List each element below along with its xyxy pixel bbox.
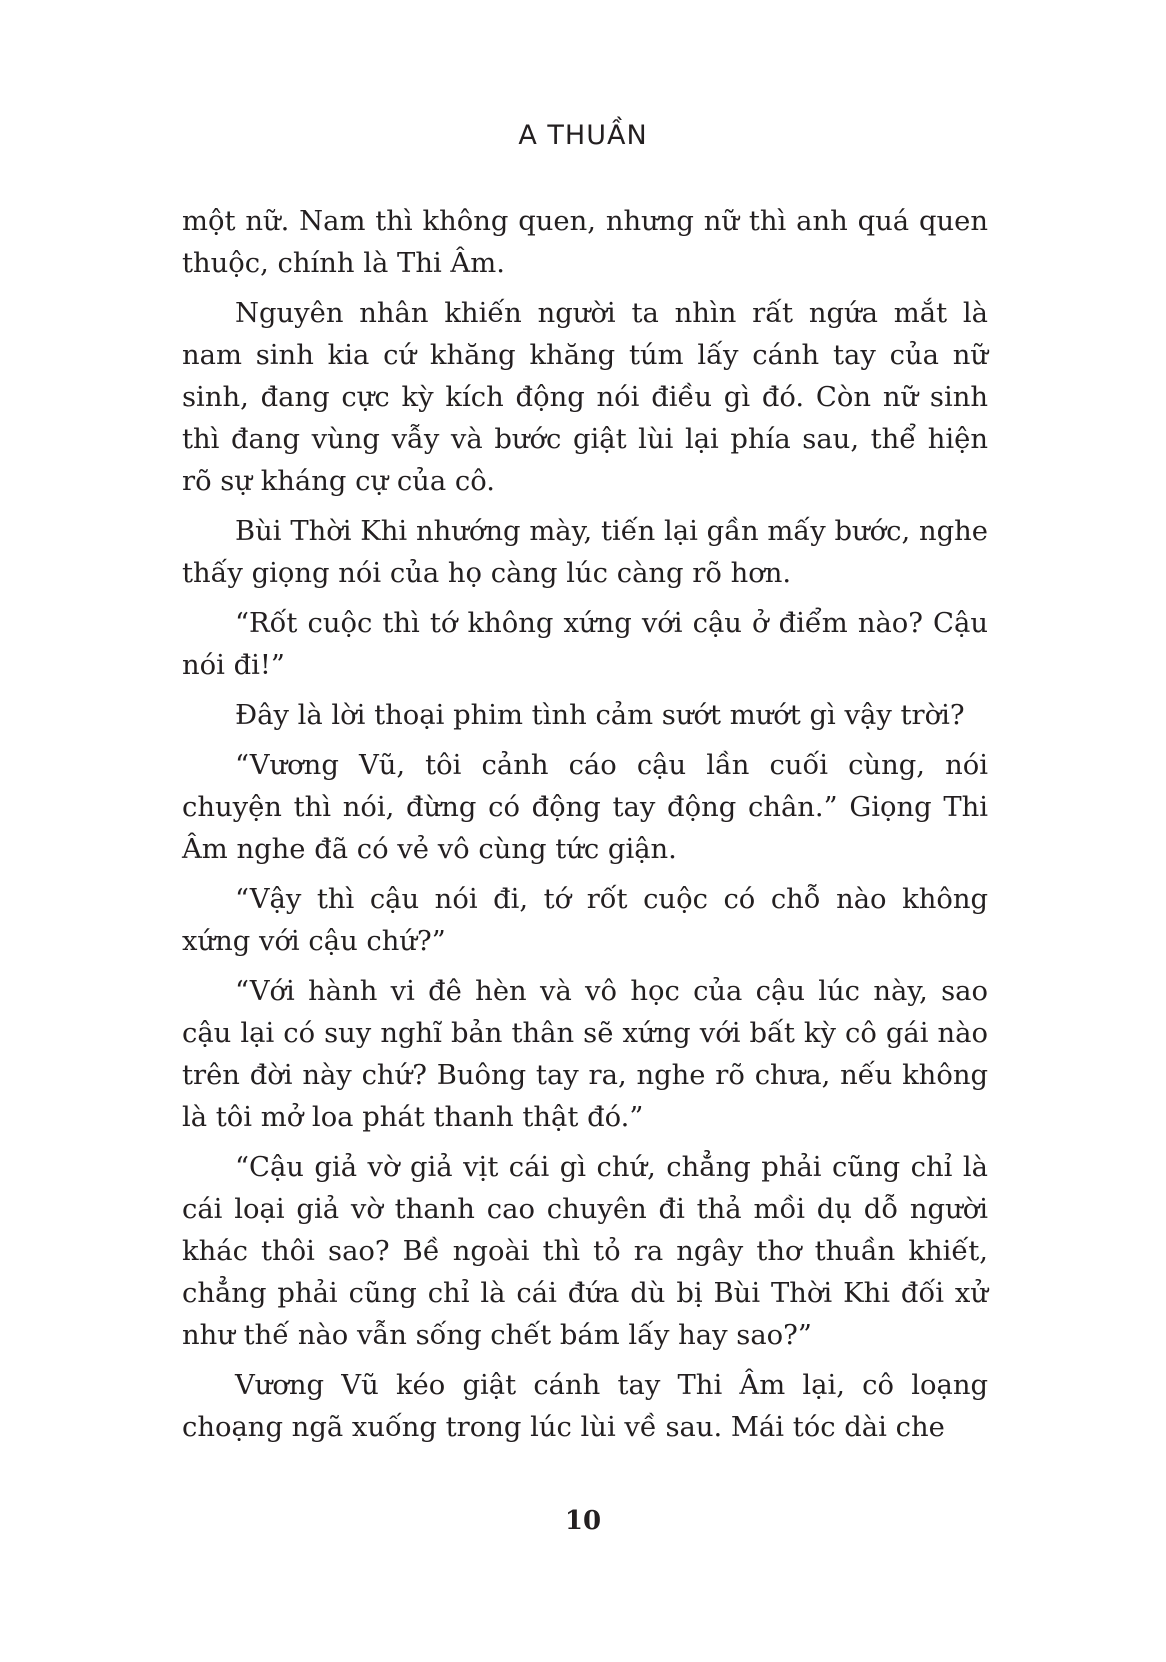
paragraph: “Vậy thì cậu nói đi, tớ rốt cuộc có chỗ nào không xứng với cậu chứ?” <box>182 884 988 957</box>
body-text <box>182 201 988 1457</box>
paragraph: Đây là lời thoại phim tình cảm sướt mướt gì vậy trời? <box>235 700 965 731</box>
paragraph: Bùi Thời Khi nhướng mày, tiến lại gần mấy bước, nghe thấy giọng nói của họ càng lúc càng rõ hơn. <box>182 516 988 589</box>
paragraph: một nữ. Nam thì không quen, nhưng nữ thì anh quá quen thuộc, chính là Thi Âm. <box>182 206 988 279</box>
paragraph: “Rốt cuộc thì tớ không xứng với cậu ở điểm nào? Cậu nói đi!” <box>182 608 988 681</box>
running-head: A THUẦN <box>518 120 648 151</box>
paragraph: Vương Vũ kéo giật cánh tay Thi Âm lại, cô loạng choạng ngã xuống trong lúc lùi về sau. Mái tóc dài che <box>182 1370 988 1443</box>
paragraph: “Với hành vi đê hèn và vô học của cậu lúc này, sao cậu lại có suy nghĩ bản thân sẽ xứng với bất kỳ cô gái nào trên đời này chứ? Buông tay ra, nghe rõ chưa, nếu không là tôi mở loa phát thanh thật đó.” <box>182 976 988 1133</box>
page-number: 10 <box>564 1506 602 1536</box>
paragraph: “Cậu giả vờ giả vịt cái gì chứ, chẳng phải cũng chỉ là cái loại giả vờ thanh cao chuyên đi thả mồi dụ dỗ người khác thôi sao? Bề ngoài thì tỏ ra ngây thơ thuần khiết, chẳng phải cũng chỉ là cái đứa dù bị Bùi Thời Khi đối xử như thế nào vẫn sống chết bám lấy hay sao?” <box>182 1152 988 1351</box>
paragraph: Nguyên nhân khiến người ta nhìn rất ngứa mắt là nam sinh kia cứ khăng khăng túm lấy cánh tay của nữ sinh, đang cực kỳ kích động nói điều gì đó. Còn nữ sinh thì đang vùng vẫy và bước giật lùi lại phía sau, thể hiện rõ sự kháng cự của cô. <box>182 298 988 497</box>
paragraph: “Vương Vũ, tôi cảnh cáo cậu lần cuối cùng, nói chuyện thì nói, đừng có động tay động chân.” Giọng Thi Âm nghe đã có vẻ vô cùng tức giận. <box>182 750 988 865</box>
